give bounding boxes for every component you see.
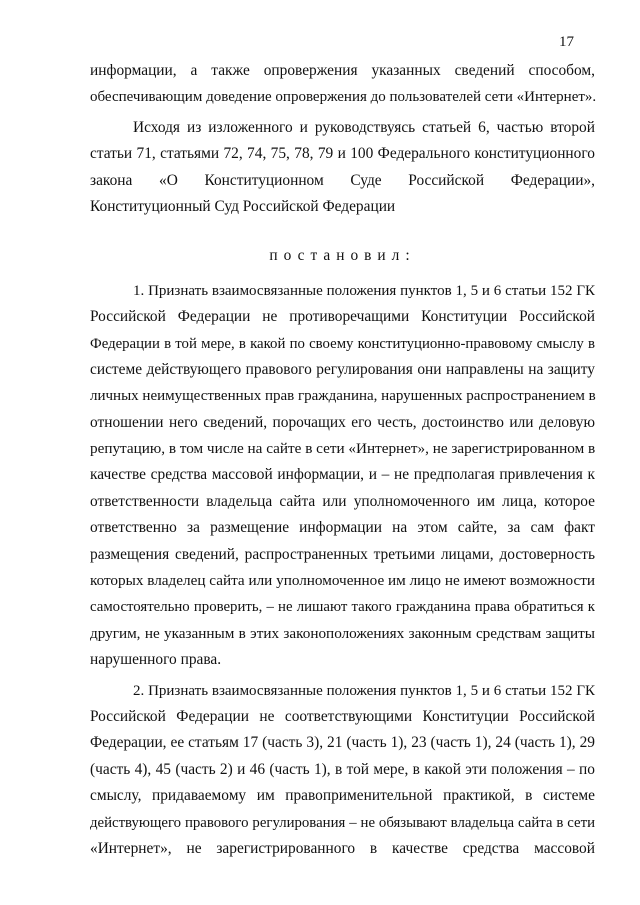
paragraph-point-1 [90,278,595,674]
paragraph-basis [90,115,595,221]
text-line: закона «О Конституционном Суде Российской Федерации», [90,171,595,189]
text-line: обеспечивающим доведение опровержения до пользователей сети «Интернет». [90,89,597,106]
text-line: Исходя из изложенного и руководствуясь статьей 6, частью второй [133,118,595,136]
paragraph-intro [90,58,595,111]
text-line: которых владелец сайта или уполномоченное им лицо не имеют возможности [90,572,595,590]
text-line: Конституционный Суд Российской Федерации [90,197,396,215]
text-line: системе действующего правового регулирования они направлены на защиту [90,360,595,378]
text-line: отношении него сведений, порочащих его честь, достоинство или деловую [90,413,595,431]
text-line: Российской Федерации не противоречащими Конституции Российской [90,308,595,326]
text-line: Российской Федерации не соответствующими Конституции Российской [90,707,595,725]
text-line: Федерации в той мере, в какой по своему конституционно-правовому смыслу в [90,335,595,352]
text-line: самостоятельно проверить, – не лишают такого гражданина права обратиться к [90,599,595,616]
text-line: действующего правового регулирования – не обязывают владельца сайта в сети [90,814,595,831]
text-line: другим, не указанным в этих законоположениях законным средствам защиты [90,624,595,642]
text-line: качестве средства массовой информации, и – не предполагая привлечения к [90,466,595,484]
text-line: размещения сведений, распространенных третьими лицами, достоверность [90,545,595,563]
text-line: (часть 4), 45 (часть 2) и 46 (часть 1), в той мере, в какой эти положения – по [90,760,595,778]
text-line: ответственно за размещение информации на этом сайте, за сам факт [90,519,595,537]
text-line: статьи 71, статьями 72, 74, 75, 78, 79 и 100 Федерального конституционного [90,145,595,163]
text-line: репутацию, в том числе на сайте в сети «Интернет», не зарегистрированном в [90,440,596,458]
text-line: личных неимущественных прав гражданина, нарушенных распространением в [90,388,596,405]
document-body [90,58,595,862]
text-line: нарушенного права. [90,651,222,669]
text-line: «Интернет», не зарегистрированного в качестве средства массовой [90,839,595,857]
paragraph-point-2 [90,678,595,863]
text-line: Федерации, ее статьям 17 (часть 3), 21 (часть 1), 23 (часть 1), 24 (часть 1), 29 [90,734,595,752]
text-line: информации, а также опровержения указанных сведений способом, [90,62,595,79]
text-line: смыслу, придаваемому им правоприменительной практикой, в системе [90,787,595,805]
text-line: 1. Признать взаимосвязанные положения пунктов 1, 5 и 6 статьи 152 ГК [133,282,595,299]
page-number: 17 [559,34,574,50]
text-line: 2. Признать взаимосвязанные положения пунктов 1, 5 и 6 статьи 152 ГК [133,682,595,699]
text-line: ответственности владельца сайта или уполномоченного им лица, которое [90,492,595,510]
resolution-heading: постановил: [269,247,416,265]
